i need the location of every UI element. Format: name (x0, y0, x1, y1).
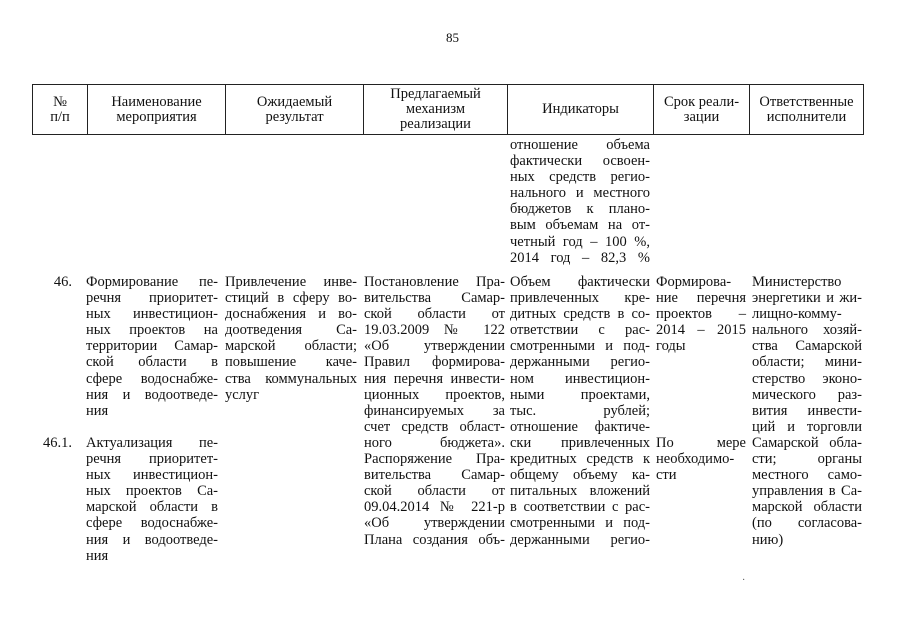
scan-mark: · (742, 575, 746, 586)
header-mechanism: Предлагаемый механизм реализации (363, 85, 507, 134)
row-46-number: 46. (53, 274, 72, 290)
row-46-1-term: По мере необходимо- сти (656, 435, 746, 484)
row-46-1-name: Актуализация пе- речня приоритет- ных инвестицион- ных проектов Са- марской области в сфере водоснабже- ния и водоотведе- ния (86, 435, 218, 564)
header-number: № п/п (32, 85, 87, 134)
header-responsible: Ответственные исполнители (749, 85, 864, 134)
indicator-carryover-text: отношение объема фактически освоен- ных средств регио- нального и местного бюджетов к плано- вым объемам на от- четный год – 100 %, 2014 год – 82,3 % (510, 137, 650, 266)
header-measure-name: Наименование мероприятия (87, 85, 225, 134)
table-body (0, 133, 905, 640)
row-46-mechanism: Постановление Пра- вительства Самар- ской области от 19.03.2009 № 122 «Об утверждении Правил формирова- ния перечня инвести- ционных проектов, финансируемых за счет средств област- ного бюджета». Распоряжение Пра- вительства Самар- ской области от 09.04.2014 № 221-р «Об утверждении Плана создания объ- (364, 274, 505, 548)
table-header (32, 84, 864, 135)
header-indicators: Индикаторы (507, 85, 653, 134)
row-46-responsible: Министерство энергетики и жи- лищно-комму- нального хозяй- ства Самарской области; мини- стерство эконо- мического раз- вития инвести- ций и торговли Самарской обла- сти; органы местного само- управления в Са- марской области (по согласова- нию) (752, 274, 862, 548)
row-46-result: Привлечение инве- стиций в сферу во- доснабжения и во- доотведения Са- марской области; повышение каче- ства коммунальных услуг (225, 274, 357, 403)
header-term: Срок реали- зации (653, 85, 749, 134)
row-46-indicators: Объем фактически привлеченных кре- дитных средств в со- ответствии с рас- смотренными и под- держанными регио- ном инвестицион- ными проектами, тыс. рублей; отношение фактиче- ски привлеченных кредитных средств к общему объему ка- питальных вложений в соответствии с рас- смотренными и под- держанными регио- (510, 274, 650, 548)
row-46-term: Формирова- ние перечня проектов – 2014 – 2015 годы (656, 274, 746, 355)
page-number: 85 (446, 30, 459, 45)
row-46-name: Формирование пе- речня приоритет- ных инвестицион- ных проектов на территории Самар- ской области в сфере водоснабже- ния и водоотведе- ния (86, 274, 218, 419)
row-46-1-number: 46.1. (43, 435, 72, 451)
header-expected-result: Ожидаемый результат (225, 85, 363, 134)
